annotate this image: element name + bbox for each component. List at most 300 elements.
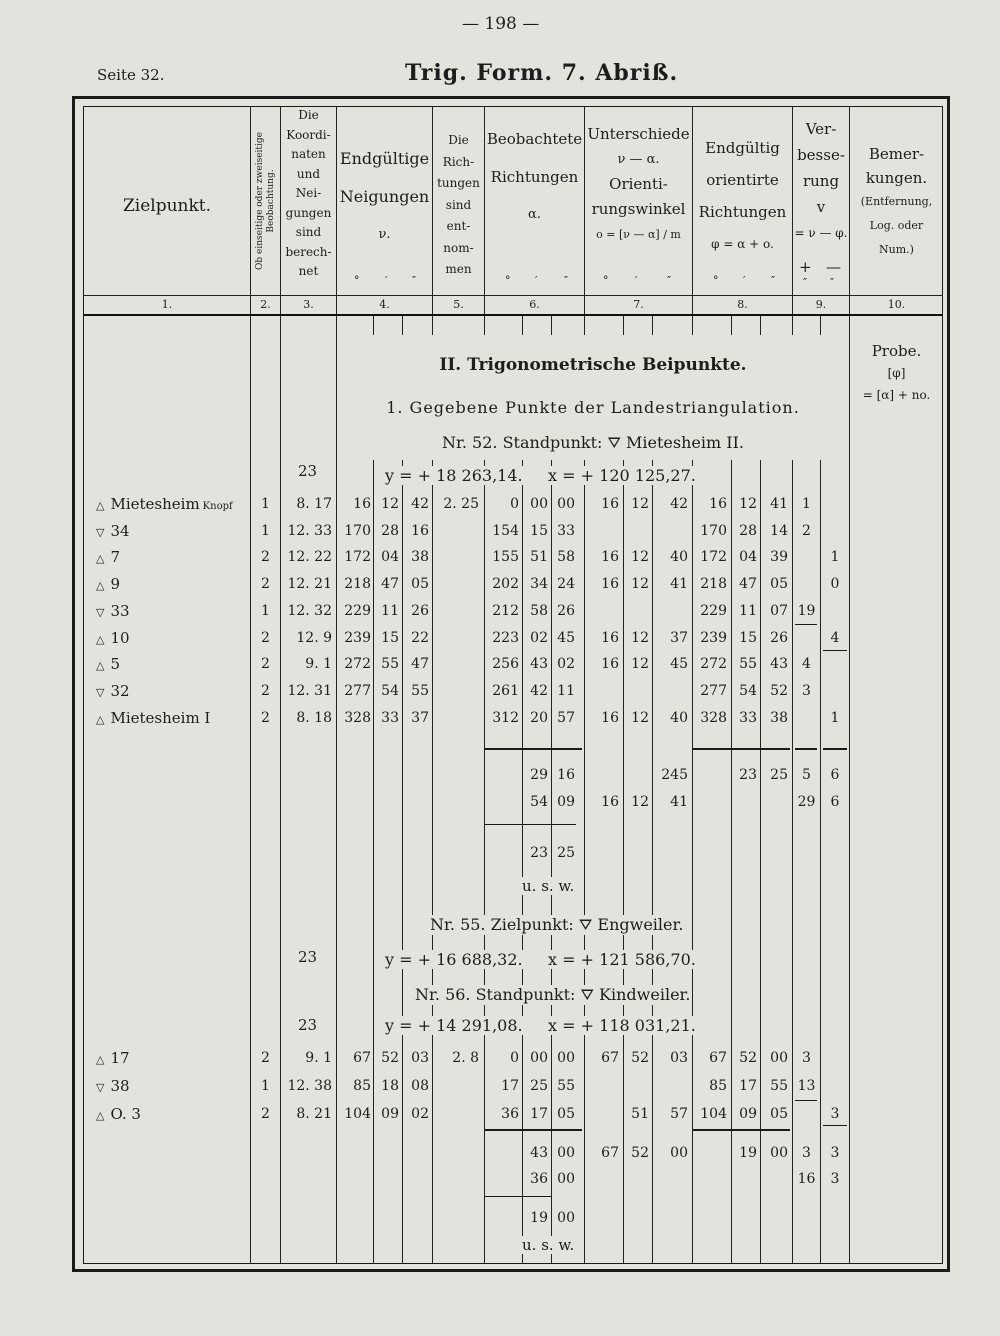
table-cell: 00 bbox=[770, 1050, 788, 1066]
triangulation-point-icon: ▽ bbox=[96, 1081, 105, 1094]
table-cell: 39 bbox=[770, 549, 788, 566]
table-cell: 2 bbox=[261, 549, 270, 566]
table-cell: 47 bbox=[739, 576, 757, 593]
target-point-name bbox=[96, 705, 210, 733]
header-richtungen-entnommen: Die Rich- tungen sind ent- nom- men bbox=[437, 133, 480, 276]
point-label: 17 bbox=[110, 1049, 130, 1067]
header-neigungen: Endgültige Neigungen ν. bbox=[339, 149, 430, 242]
table-cell: 11 bbox=[381, 602, 399, 619]
table-cell: 58 bbox=[530, 602, 548, 619]
table-cell: 104 bbox=[344, 1106, 371, 1122]
table-cell: 52 bbox=[770, 682, 788, 699]
table-cell: 6 bbox=[830, 794, 840, 810]
coords-52: y = + 18 263,14. x = + 120 125,27. bbox=[385, 466, 696, 485]
table-cell: 19 bbox=[797, 602, 816, 619]
table-cell: 312 bbox=[492, 709, 519, 726]
point-label: 10 bbox=[110, 628, 130, 647]
table-cell: 25 bbox=[530, 1078, 548, 1094]
section-title: II. Trigonometrische Beipunkte. bbox=[439, 355, 747, 375]
table-cell: 16 bbox=[601, 496, 619, 512]
table-cell: 5 bbox=[802, 767, 811, 783]
table-cell: 272 bbox=[344, 656, 371, 673]
table-cell: 29 bbox=[797, 794, 816, 810]
header-rule bbox=[83, 314, 943, 316]
header-plus-sign: + bbox=[799, 258, 812, 276]
col-number: 7. bbox=[633, 298, 644, 311]
table-cell: 05 bbox=[770, 576, 788, 593]
triangulation-point-icon: △ bbox=[96, 659, 105, 673]
table-cell: 239 bbox=[344, 629, 371, 646]
table-cell: 57 bbox=[670, 1106, 688, 1122]
table-cell: 55 bbox=[739, 656, 757, 673]
table-cell: 11 bbox=[739, 602, 757, 619]
header-beobachtung bbox=[251, 110, 280, 292]
table-cell: 3 bbox=[830, 1106, 840, 1122]
table-cell: 2 bbox=[261, 709, 270, 726]
unit-deg: ° bbox=[354, 274, 360, 287]
table-cell: 12 bbox=[381, 496, 399, 512]
page-reference: Seite 32. bbox=[97, 66, 165, 84]
header-beobachtete: Beobachtete Richtungen α. bbox=[486, 130, 583, 222]
table-cell: 9. 1 bbox=[305, 656, 332, 673]
triangulation-point-icon: ▽ bbox=[96, 685, 105, 699]
table-cell: 2 bbox=[261, 1050, 270, 1066]
table-cell: 2 bbox=[261, 682, 270, 699]
table-cell: 54 bbox=[381, 682, 399, 699]
point-label: 32 bbox=[110, 681, 130, 700]
col-divider bbox=[584, 106, 585, 1264]
table-cell: 47 bbox=[381, 576, 399, 593]
table-cell: 37 bbox=[411, 709, 429, 726]
table-cell: 55 bbox=[381, 656, 399, 673]
table-cell: 12 bbox=[631, 576, 649, 593]
table-cell: 22 bbox=[411, 629, 429, 646]
col-number: 9. bbox=[815, 298, 827, 311]
table-cell: 3 bbox=[802, 1050, 811, 1066]
table-cell: 18 bbox=[381, 1078, 399, 1094]
point-label: 38 bbox=[110, 1077, 130, 1095]
table-cell: 12. 9 bbox=[296, 629, 332, 646]
table-cell: 57 bbox=[557, 709, 575, 726]
triangulation-point-icon: △ bbox=[96, 579, 105, 593]
coords-56: y = + 14 291,08. x = + 118 031,21. bbox=[385, 1016, 696, 1035]
table-cell: 42 bbox=[411, 496, 429, 512]
usw: u. s. w. bbox=[522, 877, 575, 895]
table-cell: 05 bbox=[411, 576, 429, 593]
table-cell: 51 bbox=[631, 1106, 649, 1122]
table-cell: 51 bbox=[530, 549, 548, 566]
point-label: 34 bbox=[110, 521, 130, 540]
table-cell: 1 bbox=[802, 496, 811, 512]
header-zielpunkt: Zielpunkt. bbox=[122, 196, 212, 216]
table-cell: 12 bbox=[631, 629, 649, 646]
table-cell: 3 bbox=[830, 1171, 840, 1187]
table-cell: 23 bbox=[739, 767, 757, 783]
table-cell: 41 bbox=[670, 794, 688, 810]
unit-sec: ″ bbox=[667, 274, 672, 287]
table-cell: 2. 25 bbox=[443, 496, 479, 512]
sum-rule bbox=[552, 824, 576, 825]
table-cell: 245 bbox=[661, 767, 688, 783]
table-cell: 229 bbox=[344, 602, 371, 619]
table-cell: 12. 22 bbox=[287, 549, 332, 566]
table-cell: 11 bbox=[557, 682, 575, 699]
table-cell: 12. 38 bbox=[287, 1078, 332, 1094]
table-cell: 54 bbox=[739, 682, 757, 699]
table-cell: 19 bbox=[530, 1210, 548, 1226]
table-cell: 54 bbox=[530, 794, 548, 810]
table-cell: 12 bbox=[631, 496, 649, 512]
table-cell: 04 bbox=[381, 549, 399, 566]
table-cell: 170 bbox=[344, 522, 371, 539]
table-cell: 154 bbox=[492, 522, 519, 539]
station-56: Nr. 56. Standpunkt: ⛛ Kindweiler. bbox=[415, 985, 691, 1004]
table-cell: 33 bbox=[381, 709, 399, 726]
table-cell: 26 bbox=[411, 602, 429, 619]
table-cell: 16 bbox=[353, 496, 371, 512]
page-number: — 198 — bbox=[462, 14, 540, 34]
table-cell: 2 bbox=[802, 522, 811, 539]
triangulation-point-icon: ▽ bbox=[96, 605, 105, 619]
sum-rule bbox=[795, 748, 817, 750]
target-point-name bbox=[96, 598, 130, 626]
usw: u. s. w. bbox=[522, 1236, 575, 1254]
point-label: 33 bbox=[110, 601, 130, 620]
table-cell: 218 bbox=[344, 576, 371, 593]
table-cell: 0 bbox=[510, 1050, 519, 1066]
header-beobachtung-text: Ob einseitige oder zweiseitige Beobachtung. bbox=[254, 132, 276, 270]
col-number: 3. bbox=[303, 298, 314, 311]
table-cell: 29 bbox=[530, 767, 548, 783]
table-cell: 00 bbox=[557, 1050, 575, 1066]
target-point-name bbox=[96, 1045, 130, 1073]
table-cell: 28 bbox=[739, 522, 757, 539]
unit-min: ′ bbox=[535, 274, 538, 287]
table-cell: 218 bbox=[700, 576, 727, 593]
table-cell: 16 bbox=[411, 522, 429, 539]
table-cell: 3 bbox=[802, 682, 811, 699]
table-cell: 17 bbox=[501, 1078, 519, 1094]
table-cell: 239 bbox=[700, 629, 727, 646]
table-cell: 20 bbox=[530, 709, 548, 726]
unit-sec: ″ bbox=[771, 274, 776, 287]
table-cell: 12 bbox=[631, 656, 649, 673]
table-cell: 2 bbox=[261, 656, 270, 673]
table-cell: 45 bbox=[557, 629, 575, 646]
table-cell: 170 bbox=[700, 522, 727, 539]
table-cell: 02 bbox=[557, 656, 575, 673]
coords-label: 23 bbox=[298, 1016, 318, 1034]
table-cell: 43 bbox=[530, 656, 548, 673]
sum-rule bbox=[795, 624, 817, 625]
triangulation-point-icon: △ bbox=[96, 1053, 105, 1066]
sum-rule bbox=[823, 748, 847, 750]
table-cell: 43 bbox=[530, 1145, 548, 1161]
table-cell: 42 bbox=[670, 496, 688, 512]
triangulation-point-icon: ▽ bbox=[96, 525, 105, 539]
table-cell: 17 bbox=[530, 1106, 548, 1122]
target-point-name bbox=[96, 1073, 130, 1101]
table-cell: 277 bbox=[700, 682, 727, 699]
header-rule bbox=[83, 295, 943, 296]
table-cell: 67 bbox=[601, 1145, 619, 1161]
table-cell: 172 bbox=[344, 549, 371, 566]
unit-min: ′ bbox=[743, 274, 746, 287]
table-cell: 212 bbox=[492, 602, 519, 619]
table-cell: 1 bbox=[261, 522, 270, 539]
triangulation-point-icon: △ bbox=[96, 1109, 105, 1122]
col-number: 10. bbox=[887, 298, 906, 311]
target-55: Nr. 55. Zielpunkt: ⛛ Engweiler. bbox=[430, 915, 684, 934]
target-point-name bbox=[96, 518, 130, 546]
table-cell: 34 bbox=[530, 576, 548, 593]
table-cell: 23 bbox=[530, 845, 548, 861]
table-cell: 2 bbox=[261, 576, 270, 593]
unit-min: ′ bbox=[635, 274, 638, 287]
table-cell: 9. 1 bbox=[305, 1050, 332, 1066]
table-cell: 15 bbox=[381, 629, 399, 646]
table-cell: 37 bbox=[670, 629, 688, 646]
table-cell: 8. 21 bbox=[296, 1106, 332, 1122]
table-cell: 00 bbox=[530, 496, 548, 512]
header-endgueltig-orientirte: Endgültig orientirte Richtungen φ = α + o. bbox=[698, 139, 787, 251]
table-cell: 16 bbox=[601, 709, 619, 726]
coords-55: y = + 16 688,32. x = + 121 586,70. bbox=[385, 950, 696, 969]
target-point-name bbox=[96, 491, 233, 520]
table-cell: 0 bbox=[830, 576, 840, 593]
table-cell: 03 bbox=[411, 1050, 429, 1066]
sum-rule bbox=[523, 824, 551, 825]
table-cell: 172 bbox=[700, 549, 727, 566]
table-cell: 85 bbox=[353, 1078, 371, 1094]
table-cell: 1 bbox=[261, 1078, 270, 1094]
target-point-name bbox=[96, 571, 120, 599]
table-cell: 00 bbox=[770, 1145, 788, 1161]
sum-rule bbox=[823, 650, 847, 651]
table-cell: 15 bbox=[530, 522, 548, 539]
col-number: 5. bbox=[453, 298, 464, 311]
table-cell: 4 bbox=[802, 656, 811, 673]
table-cell: 00 bbox=[557, 1145, 575, 1161]
table-cell: 261 bbox=[492, 682, 519, 699]
table-cell: 09 bbox=[381, 1106, 399, 1122]
table-cell: 12. 31 bbox=[287, 682, 332, 699]
header-verbesserung: Ver- besse- rung v = ν — φ. bbox=[794, 120, 848, 240]
table-cell: 16 bbox=[709, 496, 727, 512]
header-bemerkungen: Bemer- kungen. (Entfernung, Log. oder Num.) bbox=[860, 145, 933, 256]
sum-rule bbox=[693, 748, 790, 750]
table-cell: 155 bbox=[492, 549, 519, 566]
col-number: 1. bbox=[161, 298, 173, 311]
table-cell: 55 bbox=[770, 1078, 788, 1094]
col-number: 4. bbox=[379, 298, 390, 311]
table-cell: 12 bbox=[631, 549, 649, 566]
col-divider bbox=[849, 106, 850, 1264]
unit-deg: ° bbox=[603, 274, 609, 287]
table-cell: 09 bbox=[739, 1106, 757, 1122]
table-cell: 16 bbox=[797, 1171, 816, 1187]
table-cell: 28 bbox=[381, 522, 399, 539]
table-cell: 272 bbox=[700, 656, 727, 673]
table-cell: 52 bbox=[631, 1145, 649, 1161]
table-cell: 1 bbox=[261, 602, 270, 619]
table-cell: 03 bbox=[670, 1050, 688, 1066]
table-cell: 02 bbox=[530, 629, 548, 646]
page-title: Trig. Form. 7. Abriß. bbox=[405, 60, 679, 86]
table-cell: 2 bbox=[261, 629, 270, 646]
table-cell: 52 bbox=[739, 1050, 757, 1066]
table-cell: 14 bbox=[770, 522, 788, 539]
point-note: Knopf bbox=[202, 501, 233, 512]
sum-rule bbox=[485, 1196, 522, 1197]
table-cell: 0 bbox=[510, 496, 519, 512]
target-point-name bbox=[96, 625, 130, 653]
table-cell: 00 bbox=[670, 1145, 688, 1161]
table-cell: 328 bbox=[344, 709, 371, 726]
table-cell: 16 bbox=[601, 576, 619, 593]
table-cell: 67 bbox=[601, 1050, 619, 1066]
table-cell: 16 bbox=[557, 767, 575, 783]
table-cell: 6 bbox=[830, 767, 840, 783]
col-number: 6. bbox=[529, 298, 540, 311]
sum-rule bbox=[823, 1125, 847, 1126]
sum-rule bbox=[485, 824, 522, 825]
table-cell: 41 bbox=[670, 576, 688, 593]
table-cell: 67 bbox=[709, 1050, 727, 1066]
table-cell: 41 bbox=[770, 496, 788, 512]
table-cell: 4 bbox=[830, 629, 840, 646]
unit-min: ′ bbox=[385, 274, 388, 287]
point-label: 7 bbox=[110, 548, 121, 567]
sum-rule bbox=[795, 1100, 817, 1101]
coords-label: 23 bbox=[298, 462, 318, 480]
table-cell: 40 bbox=[670, 709, 688, 726]
table-cell: 12 bbox=[631, 794, 649, 810]
triangulation-point-icon: △ bbox=[96, 712, 105, 726]
table-cell: 00 bbox=[530, 1050, 548, 1066]
sum-rule bbox=[693, 1129, 790, 1131]
table-cell: 00 bbox=[557, 496, 575, 512]
unit-deg: ° bbox=[713, 274, 719, 287]
table-cell: 08 bbox=[411, 1078, 429, 1094]
table-cell: 328 bbox=[700, 709, 727, 726]
target-point-name bbox=[96, 651, 120, 679]
table-cell: 229 bbox=[700, 602, 727, 619]
table-cell: 02 bbox=[411, 1106, 429, 1122]
table-cell: 3 bbox=[830, 1145, 840, 1161]
header-minus-sign: — bbox=[826, 258, 841, 276]
table-cell: 05 bbox=[770, 1106, 788, 1122]
header-unterschiede: Unterschiede ν — α. Orienti- rungswinkel o = [ν — α] / m bbox=[587, 125, 690, 241]
table-cell: 3 bbox=[802, 1145, 811, 1161]
header-koordinaten: Die Koordi- naten und Nei- gungen sind berech- net bbox=[285, 108, 332, 278]
table-cell: 223 bbox=[492, 629, 519, 646]
unit-sec: ″ bbox=[803, 276, 808, 289]
table-cell: 277 bbox=[344, 682, 371, 699]
sum-rule bbox=[523, 1196, 551, 1197]
table-cell: 202 bbox=[492, 576, 519, 593]
table-cell: 67 bbox=[353, 1050, 371, 1066]
point-label: 9 bbox=[110, 575, 121, 594]
point-label: 5 bbox=[110, 655, 121, 674]
table-cell: 26 bbox=[557, 602, 575, 619]
table-cell: 04 bbox=[739, 549, 757, 566]
table-cell: 38 bbox=[770, 709, 788, 726]
coords-label: 23 bbox=[298, 948, 318, 966]
table-cell: 43 bbox=[770, 656, 788, 673]
table-cell: 42 bbox=[530, 682, 548, 699]
table-cell: 2. 8 bbox=[452, 1050, 479, 1066]
table-cell: 19 bbox=[739, 1145, 757, 1161]
table-cell: 1 bbox=[830, 549, 840, 566]
col-number: 8. bbox=[737, 298, 748, 311]
table-cell: 52 bbox=[381, 1050, 399, 1066]
table-cell: 40 bbox=[670, 549, 688, 566]
table-cell: 26 bbox=[770, 629, 788, 646]
target-point-name bbox=[96, 678, 130, 706]
point-label: Mietesheim I bbox=[110, 708, 211, 727]
table-cell: 55 bbox=[557, 1078, 575, 1094]
section-subtitle: 1. Gegebene Punkte der Landestriangulation. bbox=[386, 398, 800, 417]
table-cell: 07 bbox=[770, 602, 788, 619]
table-cell: 1 bbox=[830, 709, 840, 726]
triangulation-point-icon: △ bbox=[96, 499, 105, 512]
probe-note: Probe. [φ] = [α] + no. bbox=[862, 342, 931, 402]
table-cell: 85 bbox=[709, 1078, 727, 1094]
table-cell: 33 bbox=[739, 709, 757, 726]
table-cell: 16 bbox=[601, 629, 619, 646]
triangulation-point-icon: △ bbox=[96, 552, 105, 566]
unit-sec: ″ bbox=[830, 276, 835, 289]
table-cell: 8. 17 bbox=[296, 496, 332, 512]
table-cell: 33 bbox=[557, 522, 575, 539]
table-cell: 36 bbox=[530, 1171, 548, 1187]
table-cell: 13 bbox=[797, 1078, 816, 1094]
point-label: O. 3 bbox=[110, 1105, 141, 1123]
table-cell: 00 bbox=[557, 1210, 575, 1226]
unit-deg: ° bbox=[505, 274, 511, 287]
sum-rule bbox=[485, 1129, 582, 1131]
table-cell: 256 bbox=[492, 656, 519, 673]
table-cell: 8. 18 bbox=[296, 709, 332, 726]
table-cell: 36 bbox=[501, 1106, 519, 1122]
col-number: 2. bbox=[260, 298, 271, 311]
table-cell: 12. 32 bbox=[287, 602, 332, 619]
table-cell: 45 bbox=[670, 656, 688, 673]
table-cell: 38 bbox=[411, 549, 429, 566]
triangulation-point-icon: △ bbox=[96, 632, 105, 646]
table-cell: 25 bbox=[557, 845, 575, 861]
table-cell: 12. 33 bbox=[287, 522, 332, 539]
table-cell: 25 bbox=[770, 767, 788, 783]
sum-rule bbox=[485, 748, 582, 750]
table-cell: 12 bbox=[739, 496, 757, 512]
table-cell: 52 bbox=[631, 1050, 649, 1066]
table-cell: 1 bbox=[261, 496, 270, 512]
table-cell: 09 bbox=[557, 794, 575, 810]
table-cell: 16 bbox=[601, 656, 619, 673]
table-cell: 15 bbox=[739, 629, 757, 646]
table-cell: 58 bbox=[557, 549, 575, 566]
table-cell: 2 bbox=[261, 1106, 270, 1122]
station-52: Nr. 52. Standpunkt: ⛛ Mietesheim II. bbox=[441, 433, 744, 452]
unit-sec: ″ bbox=[412, 274, 417, 287]
unit-sec: ″ bbox=[564, 274, 569, 287]
table-cell: 47 bbox=[411, 656, 429, 673]
table-cell: 16 bbox=[601, 794, 619, 810]
point-label: Mietesheim bbox=[110, 495, 200, 513]
table-cell: 104 bbox=[700, 1106, 727, 1122]
